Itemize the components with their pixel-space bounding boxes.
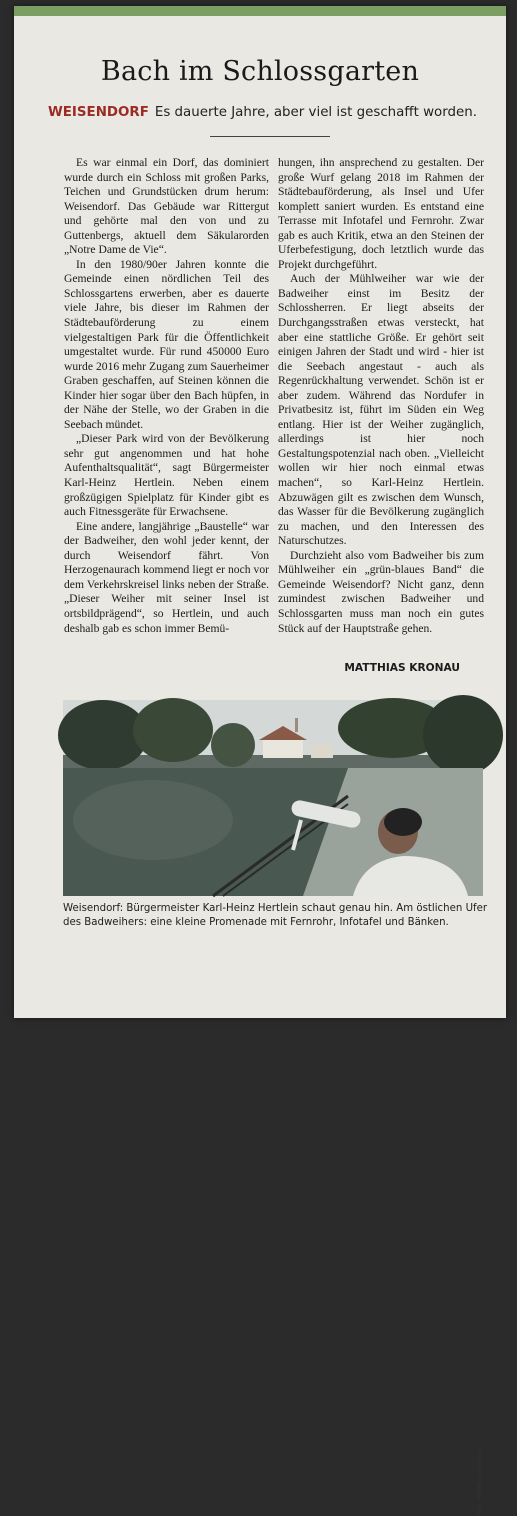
- place-label: WEISENDORF: [48, 105, 149, 120]
- article-headline: Bach im Schlossgarten: [100, 56, 420, 87]
- newspaper-clipping: [14, 6, 506, 1516]
- divider-rule: [210, 136, 330, 137]
- paragraph: In den 1980/90er Jahren konnte die Gemeinde einen nördlichen Teil des Schlossgartens erwerben, aber es dauerte viele Jahre, bis dieser im Rahmen der Städtebauförderung zu einem vielgestaltigen Park für die Öffentlichkeit umgestaltet wurde. Für rund 450000 Euro wurde 2016 mehr Zugang zum Sauerheimer Graben geschaffen, auf Steinen können die Kinder hier sogar über den Bach hüpfen, in der Nähe der Stelle, wo der Graben in die Seebach mündet.: [64, 257, 269, 431]
- paragraph: Eine andere, langjährige „Baustelle“ war der Badweiher, den wohl jeder kennt, der durch Weisendorf fährt. Von Herzogenaurach kommend liegt er noch vor dem Verkehrskreisel links neben der Straße. „Dieser Weiher mit seiner Insel ist ortsbildprägend“, so Hertlein, und auch deshalb gab es schon immer Bemü-: [64, 519, 269, 635]
- subheadline-row: [48, 105, 496, 120]
- left-column: [64, 156, 269, 636]
- paragraph: „Dieser Park wird von der Bevölkerung sehr gut angenommen und hat hohe Aufenthaltsqualität“, sagt Bürgermeister Karl-Heinz Hertlein. Neben einem großzügigen Spielplatz für Kinder gibt es auch Fitnessgeräte für Erwachsene.: [64, 432, 269, 519]
- paragraph: hungen, ihn ansprechend zu gestalten. Der große Wurf gelang 2018 im Rahmen der Städtebauförderung, als Insel und Ufer komplett saniert wurden. Es entstand eine Terrasse mit Infotafel und Fernrohr. Zwar gab es auch Kritik, etwa an den Steinen der Uferbefestigung, doch letztlich wurde das Projekt durchgeführt.: [278, 156, 484, 271]
- paragraph: Auch der Mühlweiher war wie der Badweiher einst im Besitz der Schlossherren. Er liegt abseits der Durchgangsstraßen etwas versteckt, hat aber eine stattliche Größe. Er gehört seit einigen Jahren der Stadt und wird - hier ist die Seebach angestaut - auch als Regenrückhaltung verwendet. Schön ist er aber zudem. Während das Nordufer in Privatbesitz ist, führt im Süden ein Weg entlang. Hier ist der Weiher zugänglich, allerdings ist hier noch Gestaltungspotenzial nach oben. „Vielleicht wollen wir hier noch einmal etwas machen“, so Karl-Heinz Hertlein. Abzuwägen gilt es zwischen dem Wunsch, das Wasser für die Bevölkerung zugänglich zu machen, und den Interessen des Naturschutzes.: [278, 272, 484, 548]
- pond-scene-illustration: [63, 700, 483, 896]
- photo-credit: Foto: Matthias Kronau: [476, 1450, 484, 1516]
- green-edge-strip: [14, 6, 506, 16]
- paragraph: Durchzieht also vom Badweiher bis zum Mühlweiher ein „grün-blaues Band“ die Gemeinde Weisendorf? Nicht ganz, denn zumindest zwischen Badweiher und Schlossgarten muss man noch ein gutes Stück auf der Hauptstraße gehen.: [278, 548, 484, 635]
- paragraph: Es war einmal ein Dorf, das dominiert wurde durch ein Schloss mit großen Parks, Teichen und Grundstücken drum herum: Weisendorf. Das Gebäude war Rittergut und gehörte mal den von und zu Guttenbergs, aktuell dem Säkularorden „Notre Dame de Vie“.: [64, 156, 269, 257]
- subheadline: Es dauerte Jahre, aber viel ist geschafft worden.: [154, 105, 478, 120]
- right-column: [278, 156, 484, 636]
- author-byline: MATTHIAS KRONAU: [344, 662, 460, 674]
- photo-caption: Weisendorf: Bürgermeister Karl-Heinz Hertlein schaut genau hin. Am östlichen Ufer des Badweihers: eine kleine Promenade mit Fernrohr, Infotafel und Bänken.: [63, 903, 488, 928]
